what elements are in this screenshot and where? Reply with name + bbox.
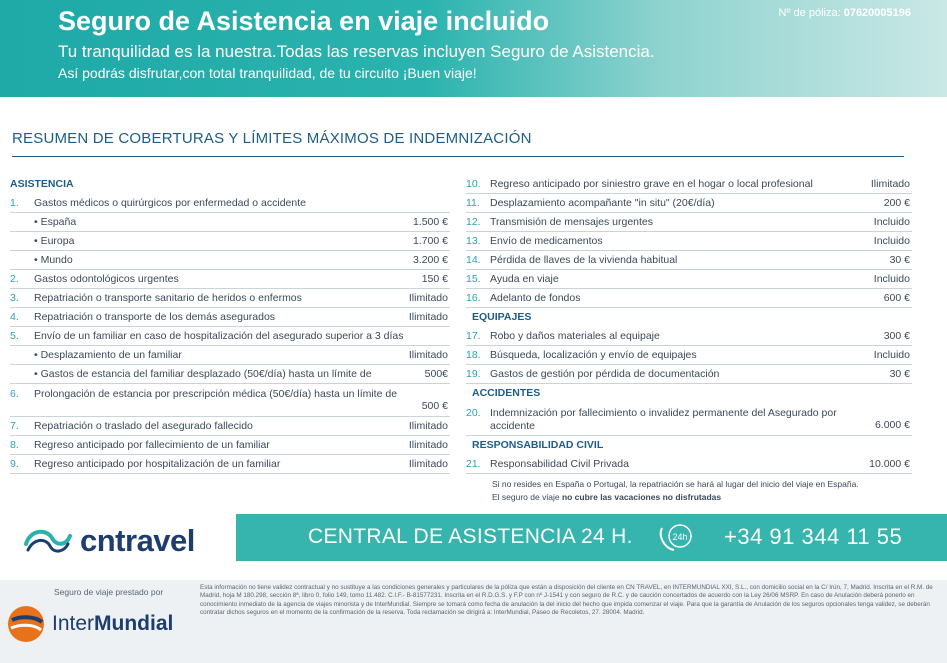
coverage-row-value: Ilimitado [408,458,448,470]
coverage-row-number: 18. [466,349,481,361]
heading-responsabilidad [466,436,912,455]
policy-label: Nº de póliza: [778,7,841,19]
coverage-row-label: Gastos de gestión por pérdida de documentación [490,368,720,380]
heading-responsabilidad-label: RESPONSABILIDAD CIVIL [472,439,604,451]
coverage-row [466,403,912,436]
coverage-row-number: 19. [466,368,481,380]
coverage-row [466,346,912,365]
coverage-row-label: Ayuda en viaje [490,273,559,285]
coverage-row-value: 3.200 € [412,254,448,266]
coverage-row-number: 7. [10,420,19,432]
coverage-row-value: Ilimitado [408,292,448,304]
policy-number [779,7,911,19]
coverage-note [492,478,859,504]
coverage-row-label: Robo y daños materiales al equipaje [490,330,660,342]
coverage-row-value: Ilimitado [408,420,448,432]
policy-value: 07620005196 [843,7,911,19]
coverage-row-label: Regreso anticipado por hospitalización de un familiar [34,458,281,470]
coverage-row-value: Incluido [873,235,910,247]
coverage-row-number: 20. [466,407,481,419]
banner-subtitle-b: Todas las reservas incluyen Seguro de Asistencia. [276,42,655,61]
coverage-row-value: Ilimitado [870,178,910,190]
cntravel-logo [22,523,195,559]
coverage-row [10,289,450,308]
banner-subtitle-2: Así podrás disfrutar,con total tranquilidad, de tu circuito ¡Buen viaje! [58,65,477,81]
banner-subtitle-a: Tu tranquilidad es la nuestra. [58,42,277,61]
coverage-row-label: Gastos médicos o quirúrgicos por enfermedad o accidente [34,197,306,209]
coverage-row-label: • Gastos de estancia del familiar desplazado (50€/día) hasta un límite de [34,365,425,383]
coverage-row [466,232,912,251]
coverage-row [466,270,912,289]
coverage-row-number: 3. [10,292,19,304]
coverage-right-column [466,175,912,474]
coverage-row-value: 150 € [421,273,448,285]
cntravel-swirl-icon [22,524,74,558]
coverage-row-label: Envío de medicamentos [490,235,603,247]
coverage-row [10,270,450,289]
coverage-row-number: 21. [466,458,481,470]
coverage-row-value: Incluido [873,273,910,285]
coverage-row [466,175,912,194]
note-line-2 [492,491,859,504]
coverage-row [466,289,912,308]
coverage-row-number: 17. [466,330,481,342]
coverage-row-number: 13. [466,235,481,247]
coverage-row [10,436,450,455]
coverage-row-label: Responsabilidad Civil Privada [490,458,629,470]
coverage-row-label: • Desplazamiento de un familiar [34,346,409,364]
coverage-row-label: Repatriación o transporte de los demás asegurados [34,311,276,323]
coverage-row-label: Regreso anticipado por siniestro grave en el hogar o local profesional [490,178,813,190]
coverage-row-number: 1. [10,197,19,209]
coverage-row-label: Repatriación o traslado del asegurado fallecido [34,420,253,432]
assistance-phone-number[interactable]: +34 91 344 11 55 [724,524,903,549]
header-banner [0,0,947,97]
coverage-row-number: 2. [10,273,19,285]
coverage-row-value: 600 € [883,292,910,304]
coverage-row-value: 500 € [421,400,448,412]
intermundial-wordmark [52,612,173,636]
coverage-row-number: 9. [10,458,19,470]
coverage-row-label: Adelanto de fondos [490,292,581,304]
coverage-row-label: • Europa [34,232,413,250]
coverage-row [466,213,912,232]
heading-accidentes-label: ACCIDENTES [472,387,541,399]
coverage-row-value: 30 € [889,254,910,266]
note-line-2a: El seguro de viaje [492,492,562,502]
intermundial-wordmark-a: Inter [52,612,95,635]
coverage-row [10,251,450,270]
coverage-row-number: 4. [10,311,19,323]
section-title: RESUMEN DE COBERTURAS Y LÍMITES MÁXIMOS DE INDEMNIZACIÓN [12,130,532,147]
coverage-row-value: 1.500 € [412,216,448,228]
coverage-row-value: Incluido [873,349,910,361]
phone-24h-icon [656,522,696,554]
legal-disclaimer: Esta información no tiene validez contractual y no sustituye a las condiciones generales y particulares de la póliza que están a disposición del cliente en CN TRAVEL, en INTERMUNDIAL XXI, S.L., con domicilio social en la C/ Irún, 7, Madrid. Inscrita en el R.M. de Madrid, hoja M 180.298, sección 8ª, libro 0, folio 149, tomo 11.482. C.I.F.- B-81577231. Inscrita en el R.D.G.S. y F.P con nº J-1541 y con seguro de R.C. y de caución concertados de acuerdo con la Ley 26/06 MSRP. En caso de Anulación deberá ponerlo en conocimiento inmediato de la agencia de viajes minorista y de InterMundial. Siempre se tomará como fecha de anulación la del inicio del hecho que impida comenzar el viaje. Para que la garantía de Anulación de los seguros opcionales tenga validez, se deberán contratar dichos seguros en el momento de la confirmación de la reserva. Toda reclamación se dirigirá a: InterMundial, Paseo de Recoletos, 27. 28004. Madrid. [200,584,933,617]
heading-asistencia-label: ASISTENCIA [10,178,74,190]
coverage-row-label: • Mundo [34,251,413,269]
coverage-row-value: 200 € [883,197,910,209]
coverage-row-label: Desplazamiento acompañante "in situ" (20€/día) [490,197,715,209]
coverage-row [466,327,912,346]
footer [0,580,947,663]
coverage-row-value: 6.000 € [874,419,910,431]
section-divider [12,156,904,157]
heading-equipajes-label: EQUIPAJES [472,311,532,323]
coverage-row-value: 30 € [889,368,910,380]
coverage-left-column [10,175,450,474]
coverage-row-label: Gastos odontológicos urgentes [34,273,179,285]
assistance-strip [236,514,947,561]
coverage-row [10,384,450,417]
note-line-1: Si no resides en España o Portugal, la repatriación se hará al lugar del inicio del viaje en España. [492,479,859,489]
coverage-row-number: 8. [10,439,19,451]
coverage-row-number: 16. [466,292,481,304]
coverage-row-value: 500€ [424,368,448,380]
coverage-row [10,365,450,384]
coverage-row-number: 14. [466,254,481,266]
note-line-2b: no cubre las vacaciones no disfrutadas [561,492,722,502]
coverage-row-label: Indemnización por fallecimiento o invalidez permanente del Asegurado por accidente [490,407,837,432]
coverage-row [10,417,450,436]
coverage-row [10,455,450,474]
coverage-row-value: 10.000 € [869,458,910,470]
phone-24h-text: 24h [672,532,688,542]
heading-asistencia [10,175,450,194]
assistance-central-label: CENTRAL DE ASISTENCIA 24 H. [308,525,633,548]
coverage-row [466,194,912,213]
coverage-row-value: Ilimitado [408,311,448,323]
coverage-row [10,213,450,232]
coverage-row-value: Ilimitado [408,349,448,361]
coverage-row [10,327,450,346]
intermundial-globe-icon [6,604,46,644]
coverage-row-label: Pérdida de llaves de la vivienda habitual [490,254,678,266]
coverage-row-label: Repatriación o transporte sanitario de heridos o enfermos [34,292,302,304]
coverage-row-number: 6. [10,388,19,400]
coverage-row-number: 15. [466,273,481,285]
coverage-row-label: Envío de un familiar en caso de hospitalización del asegurado superior a 3 días [34,330,404,342]
intermundial-wordmark-b: Mundial [94,612,174,635]
coverage-row-value: Ilimitado [408,439,448,451]
heading-accidentes [466,384,912,403]
coverage-row-label: Búsqueda, localización y envío de equipajes [490,349,697,361]
coverage-row-label: Transmisión de mensajes urgentes [490,216,654,228]
banner-subtitle [58,42,655,62]
coverage-row-label: Regreso anticipado por fallecimiento de un familiar [34,439,270,451]
provided-by-label: Seguro de viaje prestado por [54,587,164,597]
intermundial-logo [6,604,173,644]
coverage-row-value: Incluido [873,216,910,228]
coverage-row [466,455,912,474]
coverage-row-value: 1.700 € [412,235,448,247]
coverage-row-number: 11. [466,197,480,209]
coverage-row [10,194,450,213]
coverage-row [10,346,450,365]
banner-title: Seguro de Asistencia en viaje incluido [58,6,550,36]
coverage-row [10,308,450,327]
coverage-row-label: Prolongación de estancia por prescripción médica (50€/día) hasta un límite de [34,388,398,400]
cntravel-wordmark: cntravel [80,523,195,558]
coverage-row-label: • España [34,213,413,231]
coverage-row-number: 10. [466,178,481,190]
coverage-row [466,251,912,270]
coverage-row-value: 300 € [883,330,910,342]
coverage-row-number: 5. [10,330,19,342]
coverage-row-number: 12. [466,216,481,228]
coverage-row [10,232,450,251]
coverage-row [466,365,912,384]
heading-equipajes [466,308,912,327]
